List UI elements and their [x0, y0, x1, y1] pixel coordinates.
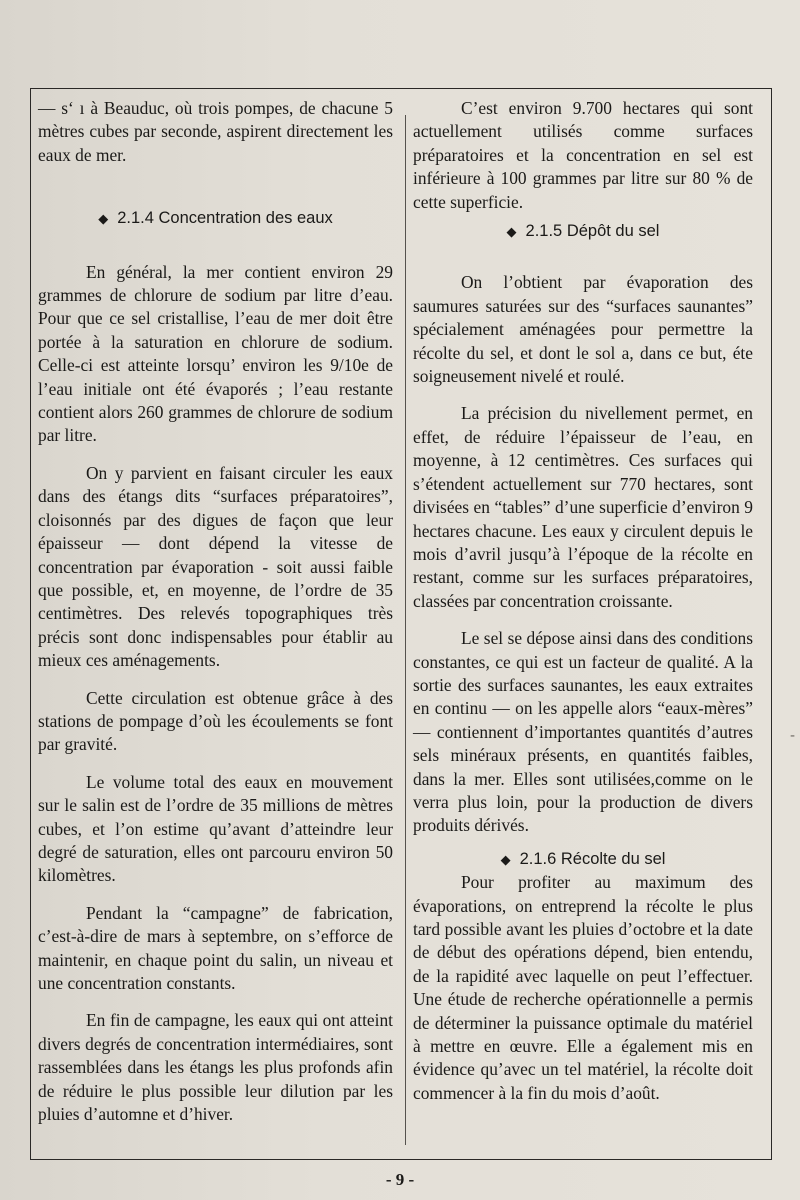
paragraph: Le sel se dépose ainsi dans des conditions constantes, ce qui est un facteur de qualité. A la sortie des surfaces saunantes, les eaux extraites en continu — on les appelle alors “eaux-mères” — contiennent d’importantes quantités d’autres sels minéraux présents, en quantités faibles, dans la mer. Elles sont utilisées,comme on le verra plus loin, pour la production de divers produits dérivés. [413, 628, 753, 836]
right-column [413, 97, 753, 1105]
heading-text: 2.1.4 Concentration des eaux [117, 209, 333, 228]
diamond-bullet-icon: ◆ [506, 224, 517, 240]
paragraph: Pour profiter au maximum des évaporations, on entreprend la récolte le plus tard possible avant les pluies d’octobre et la date de début des opérations dépend, bien entendu, de la rapidité avec laquelle on peut l’effectuer. Une étude de recherche opérationnelle a permis de déterminer la puissance optimale du matériel à mettre en œuvre. Elle a également mis en évidence qu’avec un tel matériel, la récolte doit commencer à la fin du mois d’août. [413, 872, 753, 1103]
left-column [38, 97, 393, 1126]
paragraph: Le volume total des eaux en mouvement sur le salin est de l’ordre de 35 millions de mètres cubes, et l’on estime qu’avant d’atteindre leur degré de saturation, elles ont parcouru environ 50 kilomètres. [38, 771, 393, 886]
heading-text: 2.1.5 Dépôt du sel [525, 222, 660, 241]
paragraph: Cette circulation est obtenue grâce à des stations de pompage d’où les écoulements se font par gravité. [38, 687, 393, 755]
section-heading-2-1-4 [38, 207, 393, 230]
paragraph: On y parvient en faisant circuler les eaux dans des étangs dits “surfaces préparatoires”, cloisonnés par des digues de façon que leur épaisseur — dont dépend la vitesse de concentration par évaporation - soit aussi faible que possible, et, en moyenne, de l’ordre de 35 centimètres. Des relevés topographiques très précis sont donc indispensables pour établir au mieux ces aménagements. [38, 462, 393, 671]
diamond-bullet-icon: ◆ [500, 851, 511, 867]
margin-mark: - [790, 728, 796, 744]
section-heading-2-1-6 [413, 848, 753, 871]
paragraph: En général, la mer contient environ 29 grammes de chlorure de sodium par litre d’eau. Pour que ce sel cristallise, l’eau de mer doit être portée à la saturation en chlorure de sodium. Celle-ci est atteinte lorsqu’ environ les 9/10e de l’eau initiale ont été évaporés ; l’eau restante contient alors 260 grammes de chlorure de sodium par litre. [38, 261, 393, 446]
continuation-paragraph: — sʻ ı à Beauduc, où trois pompes, de chacune 5 mètres cubes par seconde, aspirent directement les eaux de mer. [38, 98, 393, 165]
paragraph: La précision du nivellement permet, en effet, de réduire l’épaisseur de l’eau, en moyenne, à 12 centimètres. Ces surfaces qui s’étendent actuellement sur 770 hectares, sont divisées en “tables” d’une superficie d’environ 9 hectares chacune. Les eaux y circulent depuis le mois d’avril jusqu’à l’époque de la récolte en restant, comme sur les surfaces préparatoires, classées par concentration croissante. [413, 403, 753, 611]
section-heading-2-1-5 [413, 220, 753, 243]
paragraph: Pendant la “campagne” de fabrication, c’est-à-dire de mars à septembre, on s’efforce de maintenir, en chaque point du salin, un niveau et une concentration constants. [38, 902, 393, 993]
paragraph: C’est environ 9.700 hectares qui sont actuellement utilisés comme surfaces préparatoires et la concentration en sel est inférieure à 100 grammes par litre sur 80 % de cette superficie. [413, 98, 753, 212]
column-divider [405, 115, 406, 1145]
paragraph: On l’obtient par évaporation des saumures saturées sur des “surfaces saunantes” spécialement aménagées pour permettre la récolte du sel, et dont le sol a, dans ce but, éte soigneusement nivelé et roulé. [413, 272, 753, 387]
diamond-bullet-icon: ◆ [98, 211, 109, 227]
text-frame [30, 88, 772, 1160]
page-number: - 9 - [385, 1170, 415, 1189]
paragraph: En fin de campagne, les eaux qui ont atteint divers degrés de concentration intermédiaires, sont rassemblées dans les étangs les plus profonds afin de réduire le plus possible leur dilution par les pluies d’automne et d’hiver. [38, 1010, 393, 1125]
heading-text: 2.1.6 Récolte du sel [519, 849, 666, 868]
